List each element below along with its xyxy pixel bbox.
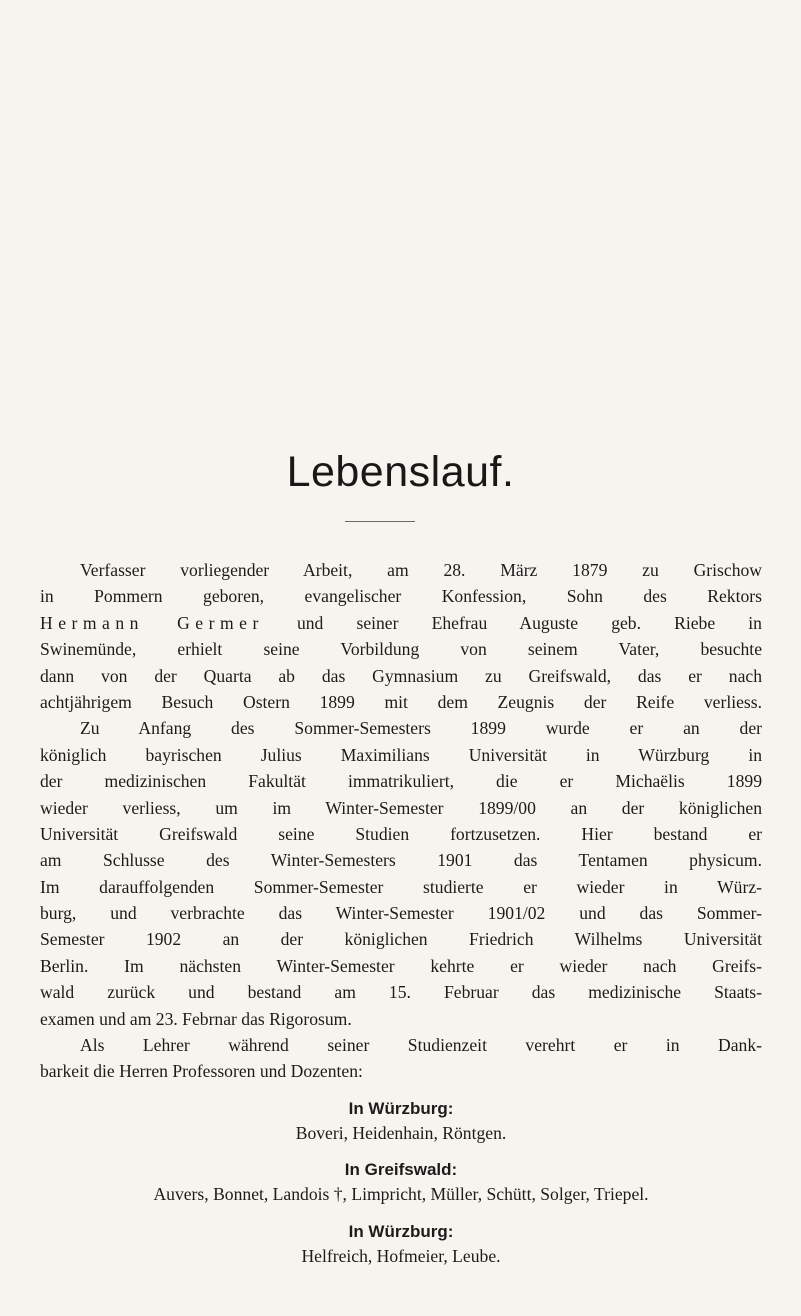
paragraph2-line11: wald zurück und bestand am 15. Februar das medizinische Staats- (40, 982, 762, 1003)
paragraph1-line6: achtjährigem Besuch Ostern 1899 mit dem Zeugnis der Reife verliess. (40, 691, 762, 712)
paragraph2-line8: burg, und verbrachte das Winter-Semester 1901/02 und das Sommer- (40, 903, 762, 924)
teachers-place-heading: In Greifswald: (344, 1160, 458, 1180)
author-last-name: Germer (177, 612, 264, 633)
paragraph2-line10: Berlin. Im nächsten Winter-Semester kehrte er wieder nach Greifs- (40, 955, 762, 976)
paragraph2-line9: Semester 1902 an der königlichen Friedrich Wilhelms Universität (40, 929, 762, 950)
author-first-name: Hermann (40, 612, 144, 633)
paragraph1-line1: Verfasser vorliegender Arbeit, am 28. März 1879 zu Grischow (80, 560, 762, 580)
paragraph3-line2: barkeit die Herren Professoren und Dozenten: (40, 1061, 363, 1082)
paragraph2-line1: Zu Anfang des Sommer-Semesters 1899 wurde er an der (80, 718, 762, 739)
teachers-names: Auvers, Bonnet, Landois †, Limpricht, Müller, Schütt, Solger, Triepel. (153, 1184, 649, 1205)
page-title: Lebenslauf. (286, 448, 515, 496)
teachers-names: Helfreich, Hofmeier, Leube. (301, 1245, 501, 1266)
paragraph3-line1: Als Lehrer während seiner Studienzeit verehrt er in Dank- (80, 1035, 762, 1056)
paragraph1-line5: dann von der Quarta ab das Gymnasium zu Greifswald, das er nach (40, 665, 762, 686)
paragraph2-line6: am Schlusse des Winter-Semesters 1901 das Tentamen physicum. (40, 850, 762, 871)
teachers-place-heading: In Würzburg: (348, 1221, 454, 1241)
paragraph1-line2: in Pommern geboren, evangelischer Konfession, Sohn des Rektors (40, 586, 762, 607)
title-divider (345, 521, 415, 522)
biography-text (40, 557, 762, 1269)
teachers-place-heading: In Würzburg: (348, 1098, 454, 1118)
paragraph1-line3-rest: und seiner Ehefrau Auguste geb. Riebe in (296, 612, 762, 633)
paragraph2-line3: der medizinischen Fakultät immatrikuliert, die er Michaëlis 1899 (40, 771, 762, 792)
paragraph2-line12: examen und am 23. Febrnar das Rigorosum. (40, 1008, 352, 1029)
paragraph2-line2: königlich bayrischen Julius Maximilians Universität in Würzburg in (40, 744, 762, 765)
paragraph2-line7: Im darauffolgenden Sommer-Semester studierte er wieder in Würz- (40, 876, 762, 897)
paragraph1-line3 (40, 610, 762, 636)
paragraph2-line5: Universität Greifswald seine Studien fortzusetzen. Hier bestand er (40, 823, 762, 844)
paragraph1-line4: Swinemünde, erhielt seine Vorbildung von seinem Vater, besuchte (40, 639, 762, 660)
teachers-names: Boveri, Heidenhain, Röntgen. (295, 1122, 507, 1143)
paragraph2-line4: wieder verliess, um im Winter-Semester 1899/00 an der königlichen (40, 797, 762, 818)
